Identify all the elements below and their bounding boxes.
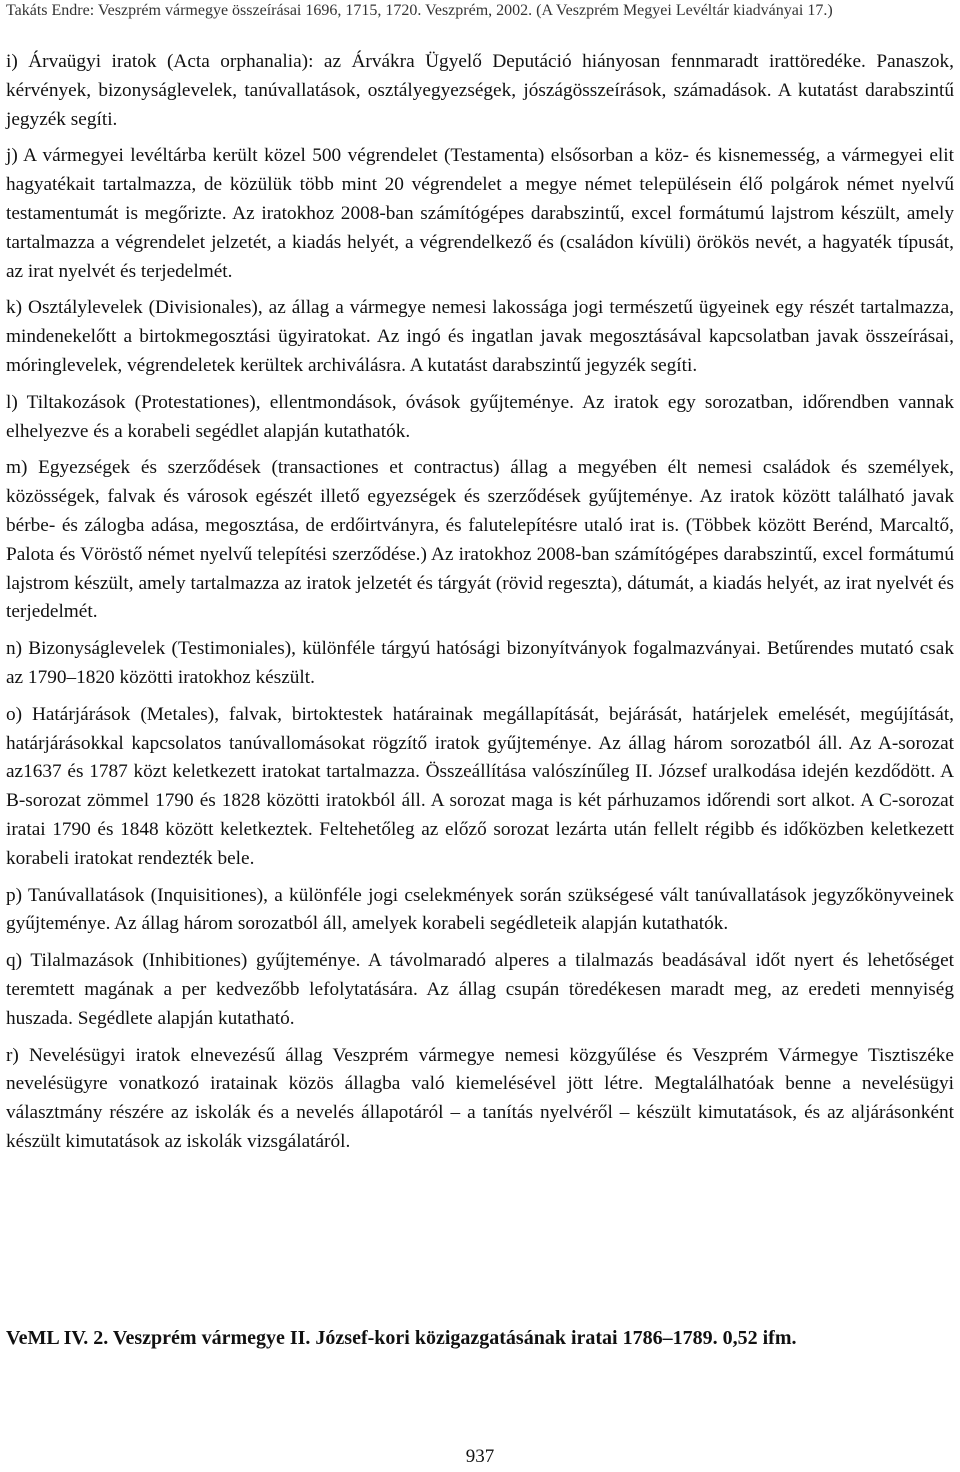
paragraph-m-egyezsegek: m) Egyezségek és szerződések (transactiones et contractus) állag a megyében élt nemesi családok és személyek, közösségek, falvak és városok egészét illető egyezségek és szerződések gyűjteménye. Az iratok között található javak bérbe- és zálogba adása, megosztása, de erdőirtványra, és falutelepítésre utaló irat is. (Többek között Berénd, Marcaltő, Palota és Vöröstő német nyelvű telepítési szerződése.) Az iratokhoz 2008-ban számítógépes darabszintű, excel formátumú lajstrom készült, amely tartalmazza az iratok jelzetét és tárgyát (rövid regeszta), dátumát, a kiadás helyét, az irat nyelvét és terjedelmét.	[6, 457, 954, 623]
paragraph-l-tiltakozasok: l) Tiltakozások (Protestationes), ellentmondások, óvások gyűjteménye. Az iratok egy sorozatban, időrendben vannak elhelyezve és a korabeli segédlet alapján kutathatók.	[6, 391, 954, 442]
paragraph-j-vegrendeletek: j) A vármegyei levéltárba került közel 500 végrendelet (Testamenta) elsősorban a köz- és kisnemesség, a vármegyei elit hagyatékait tartalmazza, de közülük több mint 20 végrendelet a megye német településein élő polgárok német nyelvű testamentumát is megőrizte. Az iratokhoz 2008-ban számítógépes darabszintű, excel formátumú lajstrom készült, amely tartalmazza a végrendelet jelzetét, a kiadás helyét, a végrendelkező és (családon kívüli) örökös nevét, a hagyaték típusát, az irat nyelvét és terjedelmét.	[6, 145, 954, 282]
paragraph-p-tanuvallatasok: p) Tanúvallatások (Inquisitiones), a különféle jogi cselekmények során szükségesé vált tanúvallatások jegyzőkönyveinek gyűjteménye. Az állag három sorozatból áll, amelyek korabeli segédleteik alapján kutathatók.	[6, 884, 954, 935]
paragraph-n-bizonysaglevelek: n) Bizonyságlevelek (Testimoniales), különféle tárgyú hatósági bizonyítványok fogalmazványai. Betűrendes mutató csak az 1790–1820 közötti iratokhoz készült.	[6, 638, 954, 688]
main-text	[6, 48, 954, 1157]
running-header: Takáts Endre: Veszprém vármegye összeírásai 1696, 1715, 1720. Veszprém, 2002. (A Veszprém Megyei Levéltár kiadványai 17.)	[6, 2, 833, 19]
paragraph-q-tilalmazasok: q) Tilalmazások (Inhibitiones) gyűjteménye. A távolmaradó alperes a tilalmazás beadásával időt nyert és lehetőséget teremtett magának a per kedvezőbb lefolytatására. Az állag csupán töredékesen maradt meg, az eredeti mennyiség huszada. Segédlete alapján kutatható.	[6, 950, 954, 1029]
page-number: 937	[465, 1446, 495, 1467]
paragraph-i-arvaugyi-iratok: i) Árvaügyi iratok (Acta orphanalia): az Árvákra Ügyelő Deputáció hiányosan fennmaradt irattöredéke. Panaszok, kérvények, bizonyságlevelek, tanúvallatások, osztályegyezségek, jószágösszeírások, számadások. A kutatást darabszintű jegyzék segíti.	[6, 51, 954, 130]
paragraph-k-osztalylevelek: k) Osztálylevelek (Divisionales), az állag a vármegye nemesi lakossága jogi természetű ügyeinek egy részét tartalmazza, mindenekelőtt a birtokmegosztási ügyiratokat. Az ingó és ingatlan javak megosztásával kapcsolatban javak összeírásai, móringlevelek, végrendeletek kerültek archiválásra. A kutatást darabszintű jegyzék segíti.	[6, 297, 954, 376]
series-heading: VeML IV. 2. Veszprém vármegye II. József-kori közigazgatásának iratai 1786–1789. 0,52 ifm.	[6, 1327, 797, 1349]
paragraph-o-hatarjarasok: o) Határjárások (Metales), falvak, birtoktestek határainak megállapítását, bejárását, határjelek emelését, megújítását, határjárásokkal kapcsolatos tanúvallomásokat rögzítő iratok gyűjteménye. Az állag három sorozatból áll. Az A-sorozat az1637 és 1787 közt keletkezett iratokat tartalmazza. Összeállítása valószínűleg II. József uralkodása idején kezdődött. A B-sorozat zömmel 1790 és 1828 közötti iratokból áll. A sorozat maga is két párhuzamos időrendi sort alkot. A C-sorozat iratai 1790 és 1848 között keletkeztek. Feltehetőleg az előző sorozat lezárta után fellelt régibb és időközben keletkezett korabeli iratokat rendezték bele.	[6, 703, 954, 869]
paragraph-r-nevelesugyi-iratok: r) Nevelésügyi iratok elnevezésű állag Veszprém vármegye nemesi közgyűlése és Veszprém Vármegye Tisztiszéke nevelésügyre vonatkozó iratainak közös állagba való kiemelésével jött létre. Megtalálhatóak benne a nevelésügyi választmány részére az iskolák és a nevelés állapotáról – a tanítás nyelvéről – készült kimutatások, és az aljárásonként készült kimutatások az iskolák vizsgálatáról.	[6, 1044, 954, 1152]
